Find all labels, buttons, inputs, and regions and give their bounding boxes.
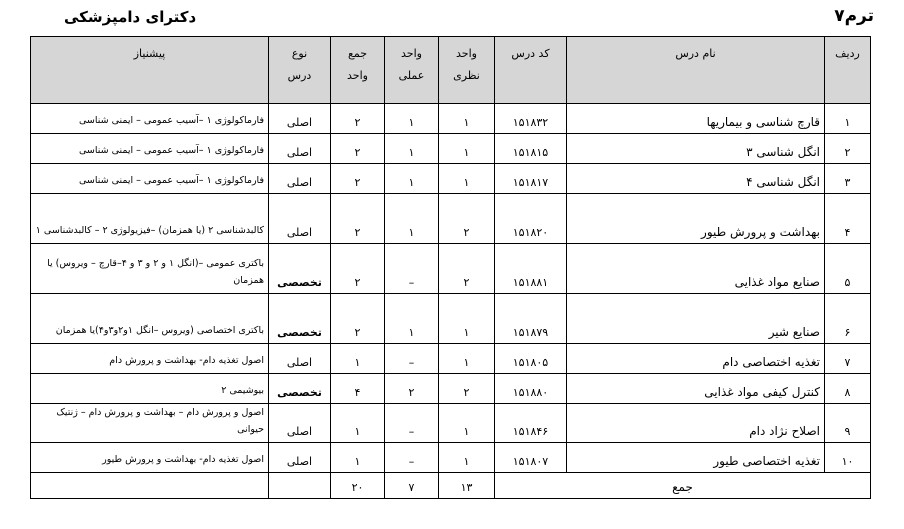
row-number: ۹ <box>825 404 871 443</box>
course-code: ۱۵۱۸۷۹ <box>495 294 567 344</box>
prerequisite: باکتری عمومی –(انگل ۱ و ۲ و ۳ و ۴–قارچ – ویروس) یا همزمان <box>31 244 269 294</box>
course-code: ۱۵۱۸۴۶ <box>495 404 567 443</box>
course-name: اصلاح نژاد دام <box>567 404 825 443</box>
practical-units: – <box>385 443 439 473</box>
course-code: ۱۵۱۸۰۵ <box>495 344 567 374</box>
prerequisite: فارماکولوژی ۱ –آسیب عمومی – ایمنی شناسی <box>31 104 269 134</box>
totals-type-empty <box>269 473 331 499</box>
totals-practical-units: ۷ <box>385 473 439 499</box>
course-type: اصلی <box>269 443 331 473</box>
total-units: ۴ <box>331 374 385 404</box>
prerequisite: اصول و پرورش دام – بهداشت و پرورش دام – ژنتیک حیوانی <box>31 404 269 443</box>
prerequisite: کالبدشناسی ۲ (یا همزمان) –فیزیولوژی ۲ – کالبدشناسی ۱ <box>31 194 269 244</box>
table-row <box>31 404 871 443</box>
theory-units: ۱ <box>439 134 495 164</box>
practical-units: ۱ <box>385 194 439 244</box>
course-name: کنترل کیفی مواد غذایی <box>567 374 825 404</box>
course-code: ۱۵۱۸۲۰ <box>495 194 567 244</box>
header-theory-units: واحد نظری <box>439 37 495 104</box>
course-code: ۱۵۱۸۸۰ <box>495 374 567 404</box>
header-course-name: نام درس <box>567 37 825 104</box>
course-code: ۱۵۱۸۰۷ <box>495 443 567 473</box>
total-units: ۱ <box>331 443 385 473</box>
course-name: تغذیه اختصاصی دام <box>567 344 825 374</box>
table-row <box>31 244 871 294</box>
course-code: ۱۵۱۸۸۱ <box>495 244 567 294</box>
total-units: ۲ <box>331 244 385 294</box>
practical-units: ۱ <box>385 164 439 194</box>
total-units: ۲ <box>331 194 385 244</box>
row-number: ۲ <box>825 134 871 164</box>
practical-units: – <box>385 404 439 443</box>
header-course-code: کد درس <box>495 37 567 104</box>
table-row <box>31 104 871 134</box>
totals-label: جمع <box>495 473 871 499</box>
total-units: ۲ <box>331 104 385 134</box>
row-number: ۵ <box>825 244 871 294</box>
header-course-type: نوع درس <box>269 37 331 104</box>
prerequisite: فارماکولوژی ۱ –آسیب عمومی – ایمنی شناسی <box>31 134 269 164</box>
course-type: اصلی <box>269 104 331 134</box>
theory-units: ۱ <box>439 104 495 134</box>
course-type: تخصصی <box>269 374 331 404</box>
table-row <box>31 374 871 404</box>
course-name: قارچ شناسی و بیماریها <box>567 104 825 134</box>
row-number: ۳ <box>825 164 871 194</box>
course-name: صنایع شیر <box>567 294 825 344</box>
totals-total-units: ۲۰ <box>331 473 385 499</box>
theory-units: ۲ <box>439 244 495 294</box>
prerequisite: اصول تغذیه دام- بهداشت و پرورش طیور <box>31 443 269 473</box>
header-prerequisite: پیشنیاز <box>31 37 269 104</box>
course-name: بهداشت و پرورش طیور <box>567 194 825 244</box>
course-name: انگل شناسی ۴ <box>567 164 825 194</box>
total-units: ۲ <box>331 164 385 194</box>
practical-units: – <box>385 344 439 374</box>
course-name: تغذیه اختصاصی طیور <box>567 443 825 473</box>
curriculum-table <box>30 36 871 499</box>
theory-units: ۱ <box>439 404 495 443</box>
table-row <box>31 344 871 374</box>
table-row <box>31 194 871 244</box>
course-type: اصلی <box>269 164 331 194</box>
practical-units: – <box>385 244 439 294</box>
course-type: اصلی <box>269 194 331 244</box>
theory-units: ۲ <box>439 374 495 404</box>
course-code: ۱۵۱۸۳۲ <box>495 104 567 134</box>
total-units: ۲ <box>331 134 385 164</box>
header-row-number: ردیف <box>825 37 871 104</box>
course-type: اصلی <box>269 134 331 164</box>
header-total-units: جمع واحد <box>331 37 385 104</box>
row-number: ۱ <box>825 104 871 134</box>
program-title: دکترای دامپزشکی <box>64 8 197 26</box>
page-header <box>0 0 904 36</box>
prerequisite: اصول تغذیه دام- بهداشت و پرورش دام <box>31 344 269 374</box>
prerequisite: بیوشیمی ۲ <box>31 374 269 404</box>
theory-units: ۱ <box>439 164 495 194</box>
course-type: تخصصی <box>269 244 331 294</box>
practical-units: ۱ <box>385 294 439 344</box>
prerequisite: باکتری اختصاصی (ویروس –انگل ۱و۲و۳و۴)یا همزمان <box>31 294 269 344</box>
course-name: انگل شناسی ۳ <box>567 134 825 164</box>
course-type: اصلی <box>269 344 331 374</box>
row-number: ۴ <box>825 194 871 244</box>
total-units: ۱ <box>331 344 385 374</box>
table-header-row <box>31 37 871 104</box>
prerequisite: فارماکولوژی ۱ –آسیب عمومی – ایمنی شناسی <box>31 164 269 194</box>
theory-units: ۲ <box>439 194 495 244</box>
totals-prereq-empty <box>31 473 269 499</box>
header-practical-units: واحد عملی <box>385 37 439 104</box>
course-name: صنایع مواد غذایی <box>567 244 825 294</box>
term-title: ترم۷ <box>834 6 874 26</box>
total-units: ۲ <box>331 294 385 344</box>
totals-theory-units: ۱۳ <box>439 473 495 499</box>
totals-row <box>31 473 871 499</box>
course-type: تخصصی <box>269 294 331 344</box>
theory-units: ۱ <box>439 294 495 344</box>
theory-units: ۱ <box>439 443 495 473</box>
table-row <box>31 164 871 194</box>
course-code: ۱۵۱۸۱۵ <box>495 134 567 164</box>
total-units: ۱ <box>331 404 385 443</box>
practical-units: ۱ <box>385 104 439 134</box>
row-number: ۶ <box>825 294 871 344</box>
row-number: ۸ <box>825 374 871 404</box>
theory-units: ۱ <box>439 344 495 374</box>
course-type: اصلی <box>269 404 331 443</box>
row-number: ۷ <box>825 344 871 374</box>
table-row <box>31 134 871 164</box>
table-row <box>31 294 871 344</box>
practical-units: ۲ <box>385 374 439 404</box>
course-code: ۱۵۱۸۱۷ <box>495 164 567 194</box>
table-row <box>31 443 871 473</box>
practical-units: ۱ <box>385 134 439 164</box>
row-number: ۱۰ <box>825 443 871 473</box>
